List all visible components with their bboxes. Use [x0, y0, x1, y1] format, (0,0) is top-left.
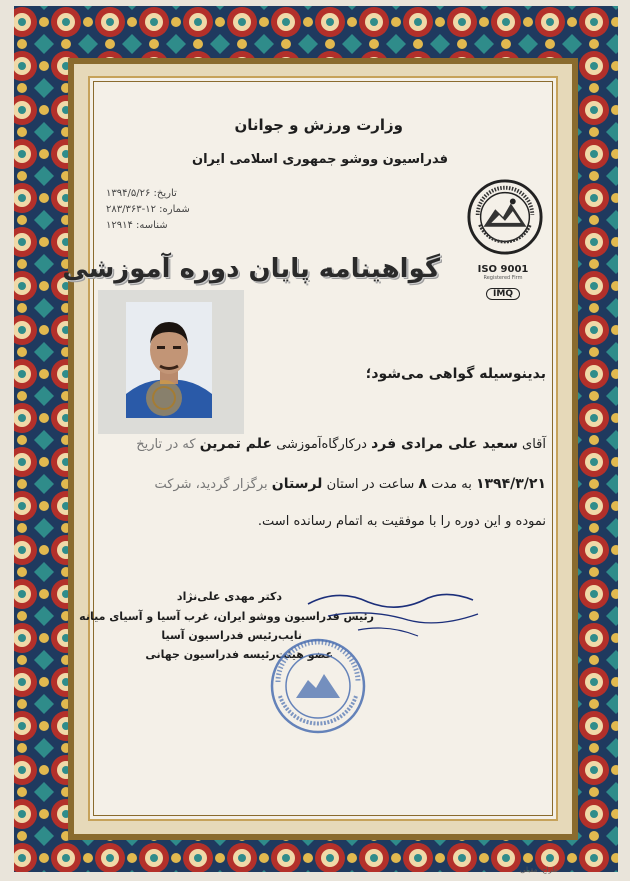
signatory-role-2: نایب‌رئیس فدراسیون آسیا — [161, 629, 302, 642]
official-stamp-icon — [268, 636, 368, 736]
duration-text: به مدت — [431, 477, 472, 492]
signatory-name: دکتر مهدی علی‌نژاد — [176, 590, 282, 603]
date-intro-text: که در تاریخ — [136, 437, 196, 452]
federation-heading: فدراسیون ووشو جمهوری اسلامی ایران — [191, 152, 448, 167]
reference-number: شماره: ۱۲-۲۸۳/۳۶۳ — [106, 204, 190, 215]
ministry-heading: وزارت ورزش و جوانان — [234, 116, 403, 134]
recipient-name: سعید علی مرادی فرد — [371, 436, 518, 452]
recipient-photo — [126, 302, 212, 418]
portrait-image — [126, 302, 212, 418]
certificate-title: گواهینامه پایان دوره آموزشی — [62, 254, 440, 284]
body-line-2 — [155, 476, 546, 492]
signatory-role-1: رئیس فدراسیون ووشو ایران، غرب آسیا و آسیای میانه — [79, 610, 374, 623]
prefix-text: آقای — [522, 437, 546, 452]
iso-sub-label: Registered Firm — [483, 275, 523, 281]
iso-label: ISO 9001 — [477, 264, 529, 275]
photo-frame — [98, 290, 244, 434]
iso-badge — [470, 264, 536, 300]
imq-mark: IMQ — [486, 288, 520, 300]
province-name: لرستان — [271, 476, 323, 492]
course-date: ۱۳۹۴/۳/۲۱ — [475, 476, 546, 492]
held-text: برگزار گردید، شرکت — [154, 477, 268, 492]
workshop-text: درکارگاه‌آموزشی — [276, 437, 367, 452]
certificate-id: شناسه: ۱۲۹۱۴ — [106, 220, 168, 231]
course-hours: ۸ — [418, 476, 427, 492]
province-intro-text: ساعت در استان — [326, 477, 415, 492]
certificate-paper — [62, 76, 558, 821]
issue-date: تاریخ: ۱۳۹۴/۵/۲۶ — [106, 188, 177, 199]
designer-credit: طراح: مقبلی — [520, 866, 559, 874]
federation-logo-icon — [466, 178, 544, 256]
signatory-role-3: عضو هیئت‌رئیسه فدراسیون جهانی — [145, 648, 333, 661]
course-name: علم تمرین — [199, 436, 273, 452]
attestation-line: بدینوسیله گواهی می‌شود؛ — [365, 366, 546, 382]
body-line-3: نموده و این دوره را با موفقیت به اتمام رسانده است. — [257, 514, 546, 529]
body-line-1 — [136, 436, 546, 452]
